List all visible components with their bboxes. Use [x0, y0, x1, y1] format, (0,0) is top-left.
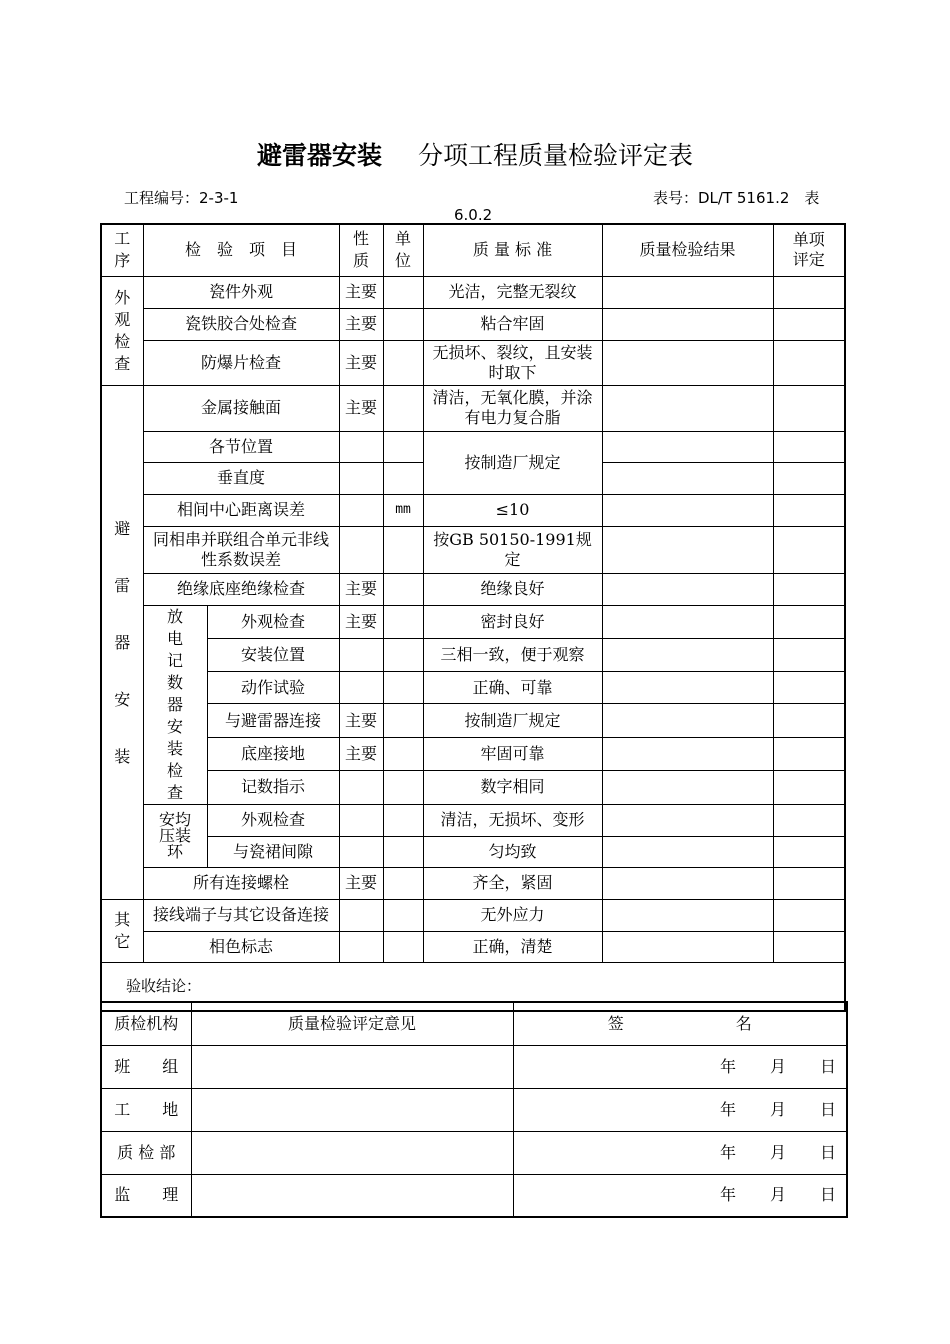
- row-result[interactable]: [602, 804, 773, 836]
- row-item: 垂直度: [143, 462, 339, 494]
- row-item: 相色标志: [143, 931, 339, 962]
- row-nature: 主要: [339, 385, 383, 431]
- row-item: 绝缘底座绝缘检查: [143, 573, 339, 605]
- header-opinion: 质量检验评定意见: [191, 1002, 513, 1045]
- row-nature: [339, 494, 383, 526]
- signature-header-row: [101, 1002, 847, 1045]
- org-name: 质 检 部: [101, 1131, 191, 1174]
- year-label: 年: [719, 1099, 736, 1119]
- row-item: 接线端子与其它设备连接: [143, 899, 339, 931]
- row-nature: [339, 431, 383, 462]
- group-counter: 放电记数器安装检查: [167, 606, 184, 802]
- row-item: 金属接触面: [143, 385, 339, 431]
- row-item: 安装位置: [207, 638, 339, 671]
- row-result[interactable]: [602, 605, 773, 638]
- header-row: [101, 224, 845, 276]
- inspection-table: [100, 223, 846, 1012]
- row-result[interactable]: [602, 771, 773, 804]
- month-label: 月: [769, 1142, 786, 1162]
- row-unit: [383, 340, 423, 385]
- row-rating[interactable]: [773, 638, 845, 671]
- row-rating[interactable]: [773, 867, 845, 899]
- group-arrester-install: 避雷器安装: [114, 518, 131, 766]
- row-result[interactable]: [602, 431, 773, 462]
- month-label: 月: [769, 1099, 786, 1119]
- row-standard: 按GB 50150-1991规定: [423, 526, 602, 573]
- row-standard: 三相一致，便于观察: [423, 638, 602, 671]
- table-row: [101, 672, 845, 704]
- row-rating[interactable]: [773, 836, 845, 867]
- row-standard: 光洁，完整无裂纹: [423, 276, 602, 308]
- row-nature: [339, 462, 383, 494]
- row-item: 各节位置: [143, 431, 339, 462]
- row-result[interactable]: [602, 494, 773, 526]
- table-number: 表号：DL/T 5161.2 表: [653, 189, 820, 207]
- table-row: [101, 308, 845, 340]
- row-item: 瓷件外观: [143, 276, 339, 308]
- row-nature: [339, 526, 383, 573]
- row-nature: [339, 899, 383, 931]
- signature-row: [101, 1045, 847, 1088]
- signature-row: [101, 1131, 847, 1174]
- row-result[interactable]: [602, 836, 773, 867]
- org-name: 班 组: [101, 1045, 191, 1088]
- row-unit: [383, 737, 423, 770]
- title-rest: 分项工程质量检验评定表: [418, 141, 694, 170]
- opinion-cell[interactable]: [191, 1174, 513, 1217]
- row-unit: [383, 605, 423, 638]
- row-unit: [383, 462, 423, 494]
- row-nature: [339, 804, 383, 836]
- row-result[interactable]: [602, 638, 773, 671]
- header-nature: 性质: [353, 229, 370, 271]
- row-nature: 主要: [339, 737, 383, 770]
- day-label: 日: [819, 1142, 836, 1162]
- row-item: 外观检查: [207, 804, 339, 836]
- table-row: [101, 771, 845, 804]
- row-standard: 清洁，无氧化膜，并涂有电力复合脂: [423, 385, 602, 431]
- row-unit: [383, 276, 423, 308]
- table-row: [101, 737, 845, 770]
- header-result: 质量检验结果: [602, 224, 773, 276]
- row-unit: [383, 704, 423, 737]
- year-label: 年: [719, 1142, 736, 1162]
- row-standard: ≤10: [423, 494, 602, 526]
- row-standard: 清洁，无损坏、变形: [423, 804, 602, 836]
- row-rating[interactable]: [773, 431, 845, 462]
- row-nature: 主要: [339, 605, 383, 638]
- table-row: [101, 899, 845, 931]
- org-name: 监 理: [101, 1174, 191, 1217]
- row-result[interactable]: [602, 308, 773, 340]
- row-unit: [383, 638, 423, 671]
- row-standard: 密封良好: [423, 605, 602, 638]
- row-result[interactable]: [602, 931, 773, 962]
- row-unit: [383, 836, 423, 867]
- row-rating[interactable]: [773, 526, 845, 573]
- opinion-cell[interactable]: [191, 1045, 513, 1088]
- row-nature: 主要: [339, 573, 383, 605]
- row-rating[interactable]: [773, 672, 845, 704]
- row-standard: 正确，清楚: [423, 931, 602, 962]
- row-rating[interactable]: [773, 385, 845, 431]
- row-item: 与瓷裙间隙: [207, 836, 339, 867]
- row-standard: 牢固可靠: [423, 737, 602, 770]
- year-label: 年: [719, 1185, 736, 1205]
- row-standard: 按制造厂规定: [423, 431, 602, 494]
- row-item: 记数指示: [207, 771, 339, 804]
- row-result[interactable]: [602, 385, 773, 431]
- group-appearance: 外观检查: [114, 287, 131, 373]
- row-item: 所有连接螺栓: [143, 867, 339, 899]
- table-row: [101, 385, 845, 431]
- row-unit: [383, 931, 423, 962]
- year-label: 年: [719, 1056, 736, 1076]
- table-row: [101, 638, 845, 671]
- opinion-cell[interactable]: [191, 1088, 513, 1131]
- row-result[interactable]: [602, 704, 773, 737]
- row-result[interactable]: [602, 737, 773, 770]
- row-rating[interactable]: [773, 462, 845, 494]
- row-rating[interactable]: [773, 737, 845, 770]
- title-bold: 避雷器安装: [256, 141, 382, 170]
- day-label: 日: [819, 1056, 836, 1076]
- row-unit: [383, 573, 423, 605]
- row-rating[interactable]: [773, 605, 845, 638]
- row-nature: 主要: [339, 308, 383, 340]
- row-rating[interactable]: [773, 340, 845, 385]
- date-cell[interactable]: [513, 1131, 847, 1174]
- row-item: 动作试验: [207, 672, 339, 704]
- table-row: [101, 605, 845, 638]
- opinion-cell[interactable]: [191, 1131, 513, 1174]
- table-row: [101, 931, 845, 962]
- conclusion-label: 验收结论：: [101, 962, 845, 1011]
- row-item: 外观检查: [207, 605, 339, 638]
- project-number: 工程编号：2-3-1: [124, 189, 239, 207]
- row-item: 与避雷器连接: [207, 704, 339, 737]
- row-rating[interactable]: [773, 494, 845, 526]
- table-row: [101, 431, 845, 462]
- row-nature: [339, 672, 383, 704]
- month-label: 月: [769, 1185, 786, 1205]
- signature-table: [100, 1001, 848, 1218]
- row-unit: [383, 385, 423, 431]
- row-nature: 主要: [339, 276, 383, 308]
- signature-row: [101, 1088, 847, 1131]
- header-org: 质检机构: [101, 1002, 191, 1045]
- day-label: 日: [819, 1099, 836, 1119]
- row-rating[interactable]: [773, 804, 845, 836]
- header-standard: 质 量 标 准: [423, 224, 602, 276]
- date-cell[interactable]: [513, 1174, 847, 1217]
- row-item: 底座接地: [207, 737, 339, 770]
- header-unit: 单位: [395, 229, 412, 271]
- table-row: [101, 340, 845, 385]
- row-nature: [339, 836, 383, 867]
- date-cell[interactable]: [513, 1045, 847, 1088]
- row-standard: 数字相同: [423, 771, 602, 804]
- table-row: [101, 494, 845, 526]
- row-rating[interactable]: [773, 899, 845, 931]
- header-rating: 单项评定: [792, 230, 825, 270]
- table-row: [101, 804, 845, 836]
- page-title: [0, 136, 950, 172]
- row-standard: 绝缘良好: [423, 573, 602, 605]
- table-row: [101, 573, 845, 605]
- row-unit: [383, 899, 423, 931]
- row-nature: [339, 638, 383, 671]
- day-label: 日: [819, 1185, 836, 1205]
- date-cell[interactable]: [513, 1088, 847, 1131]
- row-unit: [383, 672, 423, 704]
- row-unit: [383, 867, 423, 899]
- group-ring: 安均压装环: [159, 809, 192, 861]
- row-rating[interactable]: [773, 704, 845, 737]
- row-nature: 主要: [339, 704, 383, 737]
- table-number-cont: 6.0.2: [454, 206, 493, 224]
- row-unit: [383, 804, 423, 836]
- row-unit: [383, 526, 423, 573]
- row-result[interactable]: [602, 462, 773, 494]
- row-nature: 主要: [339, 340, 383, 385]
- row-result[interactable]: [602, 276, 773, 308]
- row-unit: mm: [383, 494, 423, 526]
- row-result[interactable]: [602, 526, 773, 573]
- row-item: 瓷铁胶合处检查: [143, 308, 339, 340]
- header-signature: 签 名: [513, 1002, 847, 1045]
- row-nature: [339, 771, 383, 804]
- row-unit: [383, 308, 423, 340]
- row-standard: 匀均致: [423, 836, 602, 867]
- row-result[interactable]: [602, 867, 773, 899]
- row-rating[interactable]: [773, 308, 845, 340]
- header-process: 工序: [114, 229, 131, 271]
- row-standard: 粘合牢固: [423, 308, 602, 340]
- row-standard: 无损坏、裂纹，且安装时取下: [423, 340, 602, 385]
- row-item: 相间中心距离误差: [143, 494, 339, 526]
- header-item: 检 验 项 目: [143, 224, 339, 276]
- org-name: 工 地: [101, 1088, 191, 1131]
- table-row: [101, 526, 845, 573]
- row-rating[interactable]: [773, 931, 845, 962]
- row-rating[interactable]: [773, 573, 845, 605]
- row-item: 同相串并联组合单元非线性系数误差: [143, 526, 339, 573]
- row-standard: 无外应力: [423, 899, 602, 931]
- month-label: 月: [769, 1056, 786, 1076]
- table-row: [101, 276, 845, 308]
- signature-row: [101, 1174, 847, 1217]
- row-result[interactable]: [602, 573, 773, 605]
- group-other: 其它: [114, 909, 131, 951]
- row-nature: 主要: [339, 867, 383, 899]
- table-row: [101, 704, 845, 737]
- row-standard: 正确、可靠: [423, 672, 602, 704]
- row-nature: [339, 931, 383, 962]
- row-result[interactable]: [602, 899, 773, 931]
- row-rating[interactable]: [773, 276, 845, 308]
- row-standard: 按制造厂规定: [423, 704, 602, 737]
- row-standard: 齐全，紧固: [423, 867, 602, 899]
- row-result[interactable]: [602, 672, 773, 704]
- row-result[interactable]: [602, 340, 773, 385]
- row-unit: [383, 771, 423, 804]
- table-row: [101, 836, 845, 867]
- row-rating[interactable]: [773, 771, 845, 804]
- table-row: [101, 867, 845, 899]
- row-item: 防爆片检查: [143, 340, 339, 385]
- row-unit: [383, 431, 423, 462]
